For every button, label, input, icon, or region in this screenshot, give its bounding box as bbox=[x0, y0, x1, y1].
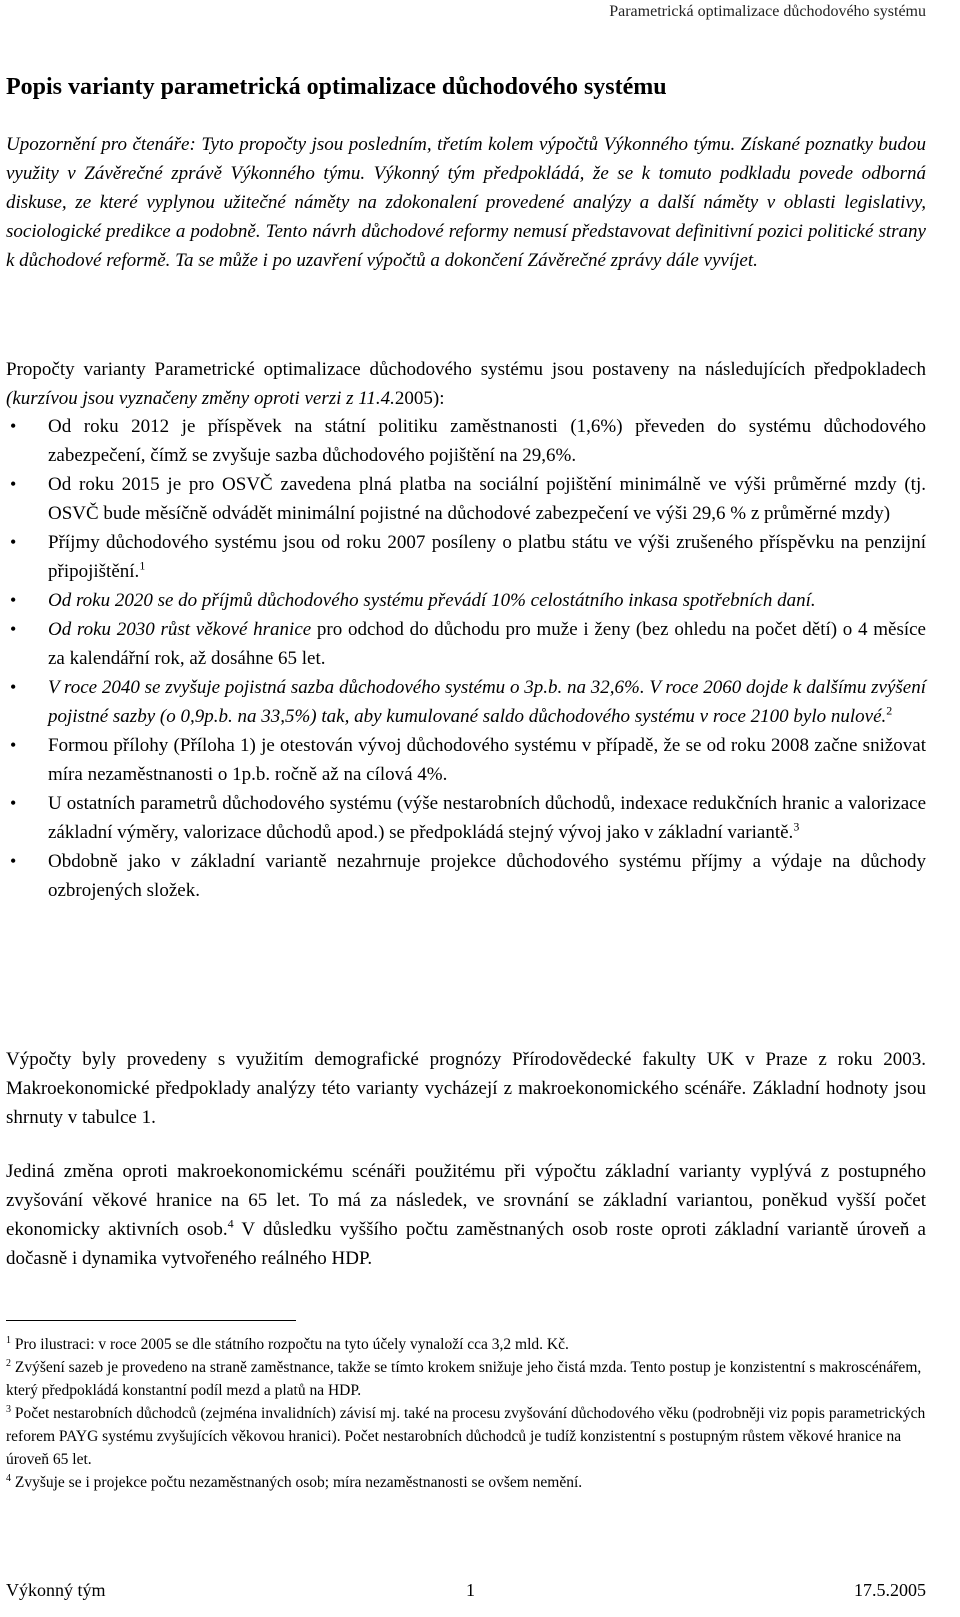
footnote-ref[interactable]: 3 bbox=[793, 819, 800, 834]
bullet-icon: • bbox=[10, 619, 17, 639]
page-number: 1 bbox=[466, 1580, 475, 1600]
list-item bbox=[6, 615, 926, 673]
bullet-icon: • bbox=[10, 677, 17, 697]
list-item bbox=[6, 847, 926, 905]
footnote-number: 3 bbox=[6, 1403, 11, 1415]
list-item bbox=[6, 470, 926, 528]
running-head: Parametrická optimalizace důchodového systému bbox=[609, 3, 926, 20]
footnote-divider bbox=[6, 1320, 296, 1321]
footnote-ref[interactable]: 4 bbox=[227, 1216, 234, 1231]
list-item bbox=[6, 731, 926, 789]
footer-author: Výkonný tým bbox=[6, 1580, 106, 1600]
list-item-text: Od roku 2012 je příspěvek na státní politiku zaměstnanosti (1,6%) převeden do systému důchodového zabezpečení, čímž se zvyšuje sazba důchodového pojištění na 29,6%. bbox=[48, 416, 926, 466]
list-item-text: Obdobně jako v základní variantě nezahrnuje projekce důchodového systému příjmy a výdaje na důchody ozbrojených složek. bbox=[48, 851, 926, 901]
list-item bbox=[6, 673, 926, 731]
footnote-text: Počet nestarobních důchodců (zejména invalidních) závisí mj. také na procesu zvyšování důchodového věku (podrobněji viz popis parametrických reforem PAYG systému zvyšujících věkovou hranici). Počet nestarobních důchodců je tudíž konzistentní s postupným růstem věkové hranice na úroveň 65 let. bbox=[6, 1405, 926, 1468]
footnote-number: 1 bbox=[6, 1334, 11, 1346]
paragraph-age-limit bbox=[6, 1157, 926, 1273]
bullet-icon: • bbox=[10, 851, 17, 871]
footnote-number: 2 bbox=[6, 1357, 11, 1369]
reader-warning: Upozornění pro čtenáře: Tyto propočty jsou posledním, třetím kolem výpočtů Výkonného týmu. Získané poznatky budou využity v Závěrečné zprávě Výkonného týmu. Výkonný tým předpokládá, že se k tomuto podkladu povede odborná diskuse, ze které vyplynou užitečné náměty na zdokonalení provedené analýzy a další náměty v oblasti legislativy, sociologické predikce a podobně. Tento návrh důchodové reformy nemusí představovat definitivní pozici politické strany k důchodové reformě. Ta se může i po uzavření výpočtů a dokončení Závěrečné zprávy dále vyvíjet. bbox=[6, 134, 926, 271]
intro-italic-note: (kurzívou jsou vyznačeny změny oproti verzi z 11.4. bbox=[6, 388, 395, 409]
bullet-icon: • bbox=[10, 735, 17, 755]
footnote bbox=[6, 1356, 926, 1402]
footnote-number: 4 bbox=[6, 1472, 11, 1484]
intro-tail: 2005): bbox=[394, 388, 445, 409]
list-item-text: U ostatních parametrů důchodového systému (výše nestarobních důchodů, indexace redukčních hranic a valorizace základní výměry, valorizace důchodů apod.) se předpokládá stejný vývoj jako v základní variantě. bbox=[48, 793, 926, 843]
list-item-italic: Od roku 2030 růst věkové hranice bbox=[48, 619, 312, 640]
footnote bbox=[6, 1402, 926, 1471]
assumptions-list bbox=[6, 412, 926, 905]
list-item-text: pro odchod do důchodu pro muže i ženy (bez ohledu na počet dětí) o 4 měsíce za kalendářní rok, až dosáhne 65 let. bbox=[48, 619, 926, 669]
bullet-icon: • bbox=[10, 532, 17, 552]
paragraph-demography: Výpočty byly provedeny s využitím demografické prognózy Přírodovědecké fakulty UK v Praze z roku 2003. Makroekonomické předpoklady analýzy této varianty vycházejí z makroekonomického scénáře. Základní hodnoty jsou shrnuty v tabulce 1. bbox=[6, 1049, 926, 1128]
list-item-text: V roce 2040 se zvyšuje pojistná sazba důchodového systému o 3p.b. na 32,6%. V roce 2060 dojde k dalšímu zvýšení pojistné sazby (o 0,9p.b. na 33,5%) tak, aby kumulované saldo důchodového systému v roce 2100 bylo nulové. bbox=[48, 677, 926, 727]
footnotes-list bbox=[6, 1333, 926, 1494]
footnote-ref[interactable]: 1 bbox=[139, 558, 146, 573]
footnote bbox=[6, 1333, 926, 1356]
list-item bbox=[6, 528, 926, 586]
list-item bbox=[6, 586, 926, 615]
list-item bbox=[6, 412, 926, 470]
bullet-icon: • bbox=[10, 474, 17, 494]
footnote bbox=[6, 1471, 926, 1494]
paragraph-text-continued: V důsledku vyššího počtu zaměstnaných osob roste oproti základní variantě úroveň a dočasně i dynamika vytvořeného reálného HDP. bbox=[6, 1219, 926, 1269]
bullet-icon: • bbox=[10, 793, 17, 813]
footnote-text: Pro ilustraci: v roce 2005 se dle státního rozpočtu na tyto účely vynaloží cca 3,2 mld. Kč. bbox=[11, 1336, 569, 1353]
list-item-text: Příjmy důchodového systému jsou od roku 2007 posíleny o platbu státu ve výši zrušeného příspěvku na penzijní připojištění. bbox=[48, 532, 926, 582]
list-item-text: Od roku 2020 se do příjmů důchodového systému převádí 10% celostátního inkasa spotřebních daní. bbox=[48, 590, 816, 611]
footnote-ref[interactable]: 2 bbox=[886, 703, 893, 718]
bullet-icon: • bbox=[10, 416, 17, 436]
paragraph-text: Jediná změna oproti makroekonomickému scénáři použitému při výpočtu základní varianty vyplývá z postupného zvyšování věkové hranice na 65 let. To má za následek, ve srovnání se základní variantou, poněkud vyšší počet ekonomicky aktivních osob. bbox=[6, 1161, 926, 1240]
footnote-text: Zvyšuje se i projekce počtu nezaměstnaných osob; míra nezaměstnanosti se ovšem nemění. bbox=[11, 1474, 583, 1491]
list-item-text: Od roku 2015 je pro OSVČ zavedena plná platba na sociální pojištění minimálně ve výši průměrné mzdy (tj. OSVČ bude měsíčně odvádět minimální pojistné na důchodové zabezpečení ve výši 29,6 % z průměrné mzdy) bbox=[48, 474, 926, 524]
bullet-icon: • bbox=[10, 590, 17, 610]
list-item bbox=[6, 789, 926, 847]
intro-lead: Propočty varianty Parametrické optimalizace důchodového systému jsou postaveny na následujících předpokladech bbox=[6, 359, 926, 380]
footnote-text: Zvýšení sazeb je provedeno na straně zaměstnance, takže se tímto krokem snižuje jeho čistá mzda. Tento postup je konzistentní s makroscénářem, který předpokládá konstantní podíl mezd a platů na HDP. bbox=[6, 1359, 922, 1399]
footer-date: 17.5.2005 bbox=[854, 1580, 926, 1600]
intro-paragraph bbox=[6, 355, 926, 413]
page-title: Popis varianty parametrická optimalizace důchodového systému bbox=[6, 74, 667, 100]
list-item-text: Formou přílohy (Příloha 1) je otestován vývoj důchodového systému v případě, že se od roku 2008 začne snižovat míra nezaměstnanosti o 1p.b. ročně až na cílová 4%. bbox=[48, 735, 926, 785]
